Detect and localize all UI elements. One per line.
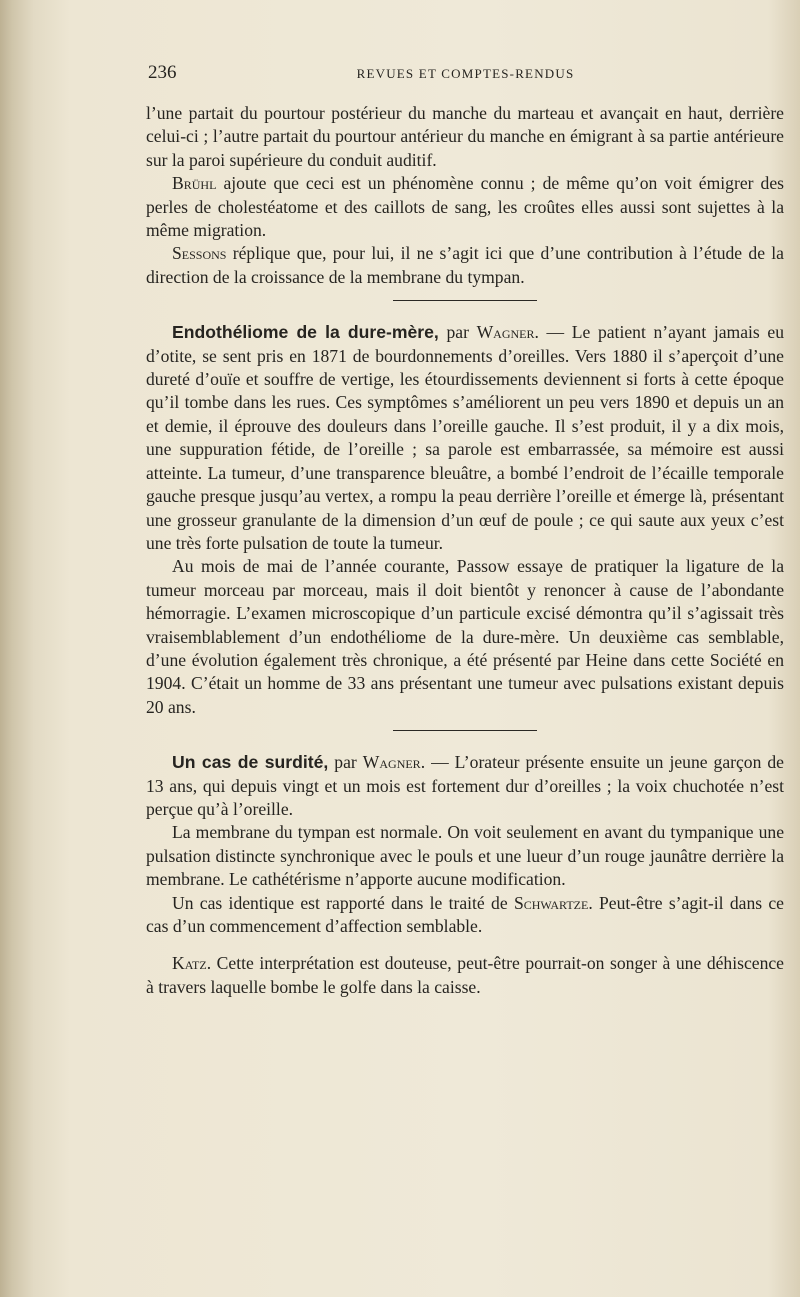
paragraph-sessons — [146, 242, 784, 289]
article-surdite-paragraph — [146, 892, 784, 939]
article-endotheliome-intro — [146, 321, 784, 555]
paragraph-text: réplique que, pour lui, il ne s’agit ici que d’une contribution à l’étude de la direction de la croissance de la membrane du tympan. — [146, 243, 784, 287]
paragraph-text: . Peut-être s’agit-il dans ce cas d’un commencement d’affection semblable. — [146, 892, 784, 936]
running-title: REVUES ET COMPTES-RENDUS — [356, 66, 575, 81]
article-author: Wagner — [476, 322, 535, 343]
article-title: Endothéliome de la dure-mère, — [172, 322, 439, 343]
page-header — [148, 62, 783, 88]
article-endotheliome-paragraph: Au mois de mai de l’année courante, Passow essaye de pratiquer la ligature de la tumeur morceau par morceau, mais il doit bientôt y renoncer à cause de l’abondante hémorragie. L’examen microscopique d’un particule excisé démontra qu’il s’agissait très vraisemblablement d’un endothéliome de la dure-mère. Un deuxième cas semblable, d’une évolution également très chronique, a été présenté par Heine dans cette Société en 1904. C’était un homme de 33 ans présentant une tumeur avec pulsations existant depuis 20 ans. — [146, 556, 784, 717]
body-text — [146, 102, 784, 999]
paragraph-continuation: l’une partait du pourtour postérieur du manche du marteau et avançait en haut, derrière celui-ci ; l’autre partait du pourtour antérieur du manche en émigrant à sa partie antérieure sur la paroi supérieure du conduit auditif. — [146, 103, 784, 170]
paragraph-text: . — Le patient n’ayant jamais eu d’otite, se sent pris en 1871 de bourdonnements d’oreilles. Vers 1880 il s’aperçoit d’une dureté d’ouïe et souffre de vertige, les étourdissements deviennent si forts à cette époque qu’il tombe dans les rues. Ces symptômes s’améliorent un peu vers 1890 et depuis un an et demie, il éprouve des douleurs dans l’oreille gauche. Il s’est produit, il y a dix mois, une suppuration fétide, de l’oreille ; sa parole est embarrassée, sa mémoire est aussi atteinte. La tumeur, d’une transparence bleuâtre, a bombé l’endroit de l’écaille temporale gauche presque jusqu’au vertex, a rompu la peau derrière l’oreille et émerge là, présentant une grosseur granulante de la dimension d’un œuf de poule ; ce qui saute aux yeux c’est une très forte pulsation de toute la tumeur. — [146, 322, 785, 553]
paragraph-katz — [146, 952, 784, 999]
paragraph-bruhl — [146, 172, 784, 242]
byline-par: par — [328, 752, 363, 773]
section-divider — [393, 730, 537, 731]
article-title: Un cas de surdité, — [172, 752, 329, 773]
speaker-name: Brühl — [172, 173, 217, 194]
article-surdite-intro — [146, 751, 784, 821]
article-surdite-paragraph: La membrane du tympan est normale. On voit seulement en avant du tympanique une pulsation distincte synchronique avec le pouls et une lueur d’un rouge jaunâtre derrière la membrane. Le cathétérisme n’apporte aucune modification. — [146, 822, 784, 890]
paragraph-text: . — L’orateur présente ensuite un jeune garçon de 13 ans, qui depuis vingt et un mois est fortement dur d’oreilles ; la voix chuchotée n’est perçue qu’à l’oreille. — [146, 752, 784, 819]
cited-author: Schwartze — [513, 892, 589, 913]
byline-par: par — [438, 322, 477, 343]
paragraph-gap — [146, 938, 784, 952]
paragraph-text: . Cette interprétation est douteuse, peut-être pourrait-on songer à une déhiscence à travers laquelle bombe le golfe dans la caisse. — [146, 953, 784, 997]
speaker-name: Sessons — [172, 243, 227, 264]
paragraph-text: Un cas identique est rapporté dans le traité de — [172, 892, 514, 913]
speaker-name: Katz — [172, 953, 207, 974]
section-divider — [393, 300, 537, 301]
article-author: Wagner — [362, 752, 421, 773]
page-number: 236 — [148, 62, 177, 83]
paragraph-text: ajoute que ceci est un phénomène connu ; de même qu’on voit émigrer des perles de cholestéatome et des caillots de sang, les croûtes elles aussi sont sujettes à la même migration. — [146, 173, 784, 241]
